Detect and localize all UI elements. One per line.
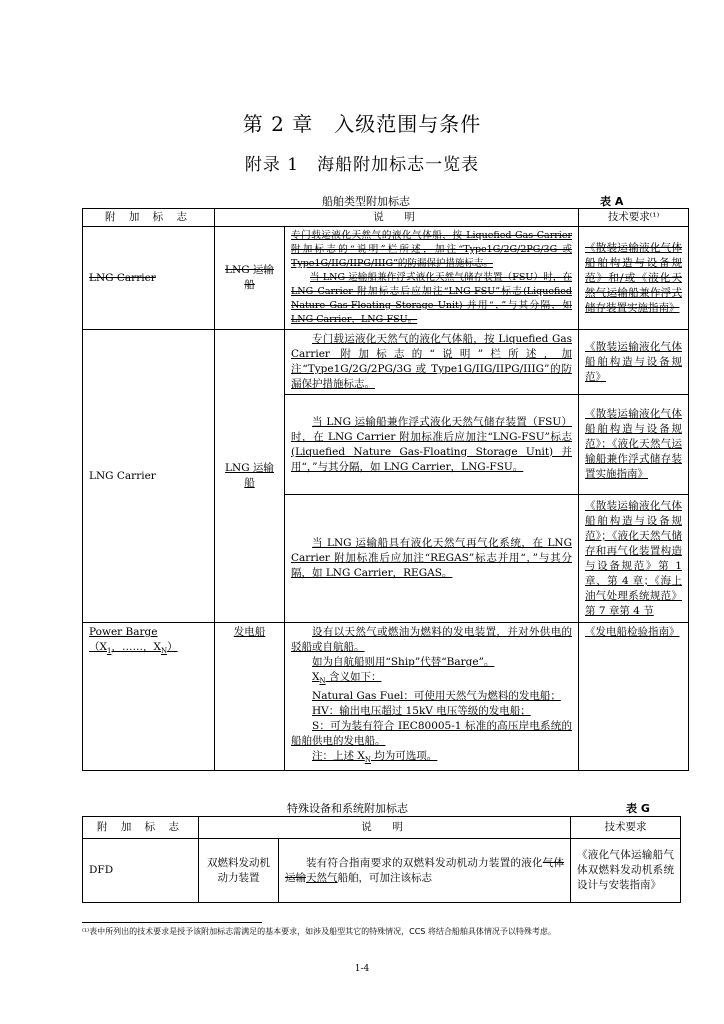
table-g-label: 表 G bbox=[626, 802, 650, 815]
barge-desc-7 bbox=[291, 749, 572, 768]
deleted-desc-2: 当 LNG 运输船兼作浮式液化天然气储存装置（FSU）时，在 LNG Carrier 附加标志后应加注“LNG-FSU”标志(Liquefied Nature Gas-Floating Storage Unit) 并用“，”与其分隔，如 LNG Carrier，LNG-FSU。 bbox=[291, 272, 572, 325]
barge-d3b: 含义如下： bbox=[325, 671, 382, 683]
dfd-notation: DFD bbox=[83, 839, 199, 903]
table-a-caption: 船舶类型附加标志 bbox=[322, 195, 410, 208]
deleted-tech: 《散装运输液化气体船舶构造与设备规范》和/或《液化天然气运输船兼作浮式储存装置实施指南》 bbox=[579, 227, 689, 330]
barge-desc-5: HV：输出电压超过 15kV 电压等级的发电船； bbox=[312, 705, 531, 718]
table-g bbox=[82, 816, 681, 903]
footnote-rule bbox=[82, 922, 262, 923]
header-description-visible: 说 明 bbox=[215, 209, 579, 227]
lng-tech-3: 《散装运输液化气体船舶构造与设备规范》；《液化天然气储存和再气化装置构造与设备规范》第 1 章、第 4 章；《海上油气处理系统规范》第 7 章第 4 节 bbox=[579, 495, 689, 623]
barge-ship-name: 发电船 bbox=[215, 623, 285, 771]
barge-sub-1: 1 bbox=[106, 647, 112, 656]
lng-tech-1: 《散装运输液化气体船舶构造与设备规范》 bbox=[579, 330, 689, 395]
table-g-caption: 特殊设备和系统附加标志 bbox=[287, 802, 408, 815]
dfd-tech: 《液化气体运输船气体双燃料发动机系统设计与安装指南》 bbox=[571, 839, 681, 903]
deleted-desc-1: 专门载运液化天然气的液化气体船，按 Liquefied Gas Carrier 附加标志的“说明”栏所述，加注“Type1G/2G/2PG/3G 或 Type1G/IIG/IIPG/IIIG”的防漏保护措施标志。 bbox=[291, 230, 572, 269]
lng-desc-1: 专门载运液化天然气的液化气体船，按 Liquefied Gas Carrier 附加标志的“说明”栏所述，加注“Type1G/2G/2PG/3G 或 Type1G/IIG/IIPG/IIIG”的防漏保护措施标志。 bbox=[285, 330, 579, 395]
barge-d3a: X bbox=[312, 671, 320, 683]
barge-notation-a: Power Barge（X bbox=[89, 626, 158, 653]
barge-desc-6: S：可为装有符合 IEC80005-1 标准的高压岸电系统的船舶供电的发电船。 bbox=[291, 720, 572, 748]
lng-desc-3: 当 LNG 运输船具有液化天然气再气化系统，在 LNG Carrier 附加标准后应加注“REGAS”标志并用“，”与其分隔，如 LNG Carrier，REGAS。 bbox=[285, 495, 579, 623]
header-notation: 附 加 标 志 bbox=[83, 209, 215, 227]
barge-desc-1: 设有以天然气或燃油为燃料的发电装置，并对外供电的驳船或自航船。 bbox=[291, 626, 572, 653]
barge-desc-2: 如为自航船则用“Ship”代替“Barge”。 bbox=[312, 656, 495, 668]
barge-desc-4: Natural Gas Fuel：可使用天然气为燃料的发电船； bbox=[312, 690, 561, 703]
lng-ship-name: LNG 运输船 bbox=[215, 330, 285, 623]
appendix-title: 附录 1 海船附加标志一览表 bbox=[244, 155, 480, 175]
deleted-description bbox=[285, 227, 579, 330]
lng-notation: LNG Carrier bbox=[83, 330, 215, 623]
g-header-description: 说 明 bbox=[199, 817, 571, 839]
barge-tech: 《发电船检验指南》 bbox=[579, 623, 689, 771]
table-a-label: 表 A bbox=[600, 195, 624, 208]
barge-d7a: 注：上述 X bbox=[312, 750, 365, 763]
barge-desc-3 bbox=[291, 670, 572, 689]
barge-notation-b: ，……，X bbox=[111, 641, 161, 653]
dfd-desc-c: 天然气 bbox=[306, 871, 338, 884]
page-number: 1-4 bbox=[354, 964, 370, 974]
table-a bbox=[82, 208, 689, 771]
barge-description bbox=[285, 623, 579, 771]
barge-notation-c: ） bbox=[167, 641, 178, 653]
lng-desc-2: 当 LNG 运输船兼作浮式液化天然气储存装置（FSU）时，在 LNG Carrier 附加标准后应加注“LNG-FSU”标志(Liquefied Nature Gas-Floating Storage Unit) 并用“，”与其分隔，如 LNG Carrier，LNG-FSU。 bbox=[285, 395, 579, 495]
g-header-notation: 附 加 标 志 bbox=[83, 817, 199, 839]
dfd-description bbox=[279, 839, 571, 903]
dfd-desc-a: 装有符合指南要求的双燃料发动机动力装置的液化 bbox=[306, 856, 543, 869]
header-tech-requirement: 技术要求⁽¹⁾ bbox=[579, 209, 689, 227]
barge-sub-n: N bbox=[160, 647, 168, 656]
dfd-desc-b: 气体运输 bbox=[285, 856, 565, 884]
footnote: ⁽¹⁾表中所列出的技术要求是授予该附加标志需满足的基本要求，如涉及船型其它的特殊情况，CCS 将结合船舶具体情况予以特殊考虑。 bbox=[82, 927, 556, 936]
barge-d3sub: N bbox=[319, 677, 326, 686]
chapter-title: 第 2 章 入级范围与条件 bbox=[242, 112, 482, 136]
g-header-tech: 技术要求 bbox=[571, 817, 681, 839]
barge-d7b: 均为可选项。 bbox=[370, 750, 438, 763]
deleted-ship-name: LNG 运输船 bbox=[215, 227, 285, 330]
dfd-desc-d: 船舶，可加注该标志 bbox=[337, 871, 432, 884]
barge-d7sub: N bbox=[364, 756, 371, 765]
deleted-notation: LNG Carrier bbox=[83, 227, 215, 330]
lng-tech-2: 《散装运输液化气体船舶构造与设备规范》；《液化天然气运输船兼作浮式储存装置实施指南》 bbox=[579, 395, 689, 495]
barge-notation bbox=[83, 623, 215, 771]
dfd-name: 双燃料发动机动力装置 bbox=[199, 839, 279, 903]
